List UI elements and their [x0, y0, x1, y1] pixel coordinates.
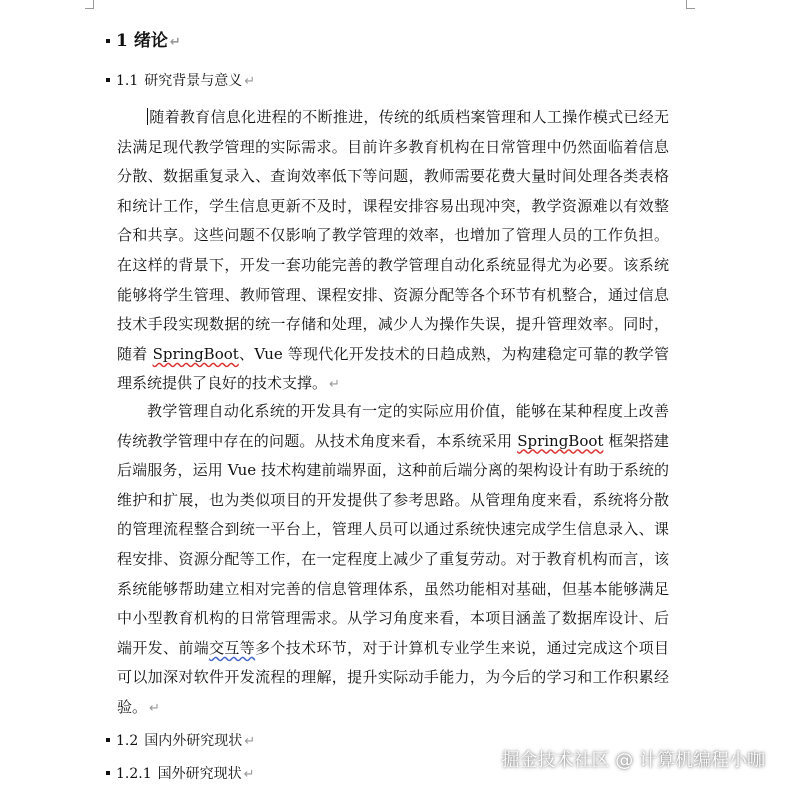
body-paragraph-1[interactable]: [117, 103, 669, 400]
heading-bullet-icon: [106, 39, 110, 43]
heading-text: 绪论: [133, 31, 168, 51]
crop-mark-top-left: [85, 0, 94, 9]
heading-1-2-1[interactable]: [106, 763, 255, 783]
heading-bullet-icon: [106, 771, 110, 775]
heading-text: 国内外研究现状: [144, 733, 243, 749]
paragraph-text: 框架搭建后端服务，运用 Vue 技术构建前端界面，这种前后端分离的架构设计有助于系统的维护和扩展，也为类似项目的开发提供了参考思路。从管理角度来看，系统将分散的管理流程整合到统一平台上，管理人员可以通过系统快速完成学生信息录入、课程安排、资源分配等工作，在一定程度上减少了重复劳动。对于教育机构而言，该系统能够帮助建立相对完善的信息管理体系，虽然功能相对基础，但基本能够满足中小型教育机构的日常管理需求。从学习角度来看，本项目涵盖了数据库设计、后端开发、前端: [117, 431, 669, 657]
heading-text: 研究背景与意义: [144, 73, 243, 89]
heading-number: 1.1: [116, 73, 139, 89]
heading-number: 1: [116, 31, 128, 51]
paragraph-mark-icon: ↵: [329, 377, 340, 393]
paragraph-mark-icon: ↵: [244, 74, 256, 89]
heading-bullet-icon: [106, 78, 110, 82]
paragraph-mark-icon: ↵: [169, 35, 181, 50]
paragraph-text: 教学管理自动化系统的开发具有一定的实际应用价值，能够在某种程度上改善传统教学管理中存在的问题。从技术角度来看，本系统采用: [117, 402, 669, 450]
watermark: 掘金技术社区 @ 计算机编程小咖: [501, 750, 765, 771]
heading-1-2[interactable]: [106, 730, 255, 750]
paragraph-text: 随着教育信息化进程的不断推进，传统的纸质档案管理和人工操作模式已经无法满足现代教学管理的实际需求。目前许多教育机构在日常管理中仍然面临着信息分散、数据重复录入、查询效率低下等问题，教师需要花费大量时间处理各类表格和统计工作，学生信息更新不及时，课程安排容易出现冲突，教学资源难以有效整合和共享。这些问题不仅影响了教学管理的效率，也增加了管理人员的工作负担。在这样的背景下，开发一套功能完善的教学管理自动化系统显得尤为必要。该系统能够将学生管理、教师管理、课程安排、资源分配等各个环节有机整合，通过信息技术手段实现数据的统一存储和处理，减少人为操作失误，提升管理效率。同时，随着: [117, 108, 669, 363]
text-cursor: [147, 108, 148, 125]
heading-1[interactable]: [106, 26, 181, 51]
paragraph-mark-icon: ↵: [244, 734, 256, 749]
grammar-term: 交互等: [209, 638, 256, 657]
heading-bullet-icon: [106, 738, 110, 742]
heading-number: 1.2.1: [116, 766, 152, 782]
spellcheck-term: SpringBoot: [152, 344, 239, 363]
heading-1-1[interactable]: [106, 70, 255, 90]
paragraph-text: 、Vue 等现代化开发技术的日趋成熟，为构建稳定可靠的教学管理系统提供了良好的技术支撑。: [117, 344, 669, 393]
paragraph-mark-icon: ↵: [149, 700, 160, 716]
heading-text: 国外研究现状: [157, 766, 242, 782]
spellcheck-term: SpringBoot: [517, 431, 604, 450]
paragraph-mark-icon: ↵: [243, 767, 255, 782]
crop-mark-top-right: [686, 0, 695, 9]
paragraph-text: 多个技术环节，对于计算机专业学生来说，通过完成这个项目可以加深对软件开发流程的理解，提升实际动手能力，为今后的学习和工作积累经验。: [117, 638, 669, 716]
heading-number: 1.2: [116, 733, 139, 749]
body-paragraph-2[interactable]: [117, 397, 669, 724]
